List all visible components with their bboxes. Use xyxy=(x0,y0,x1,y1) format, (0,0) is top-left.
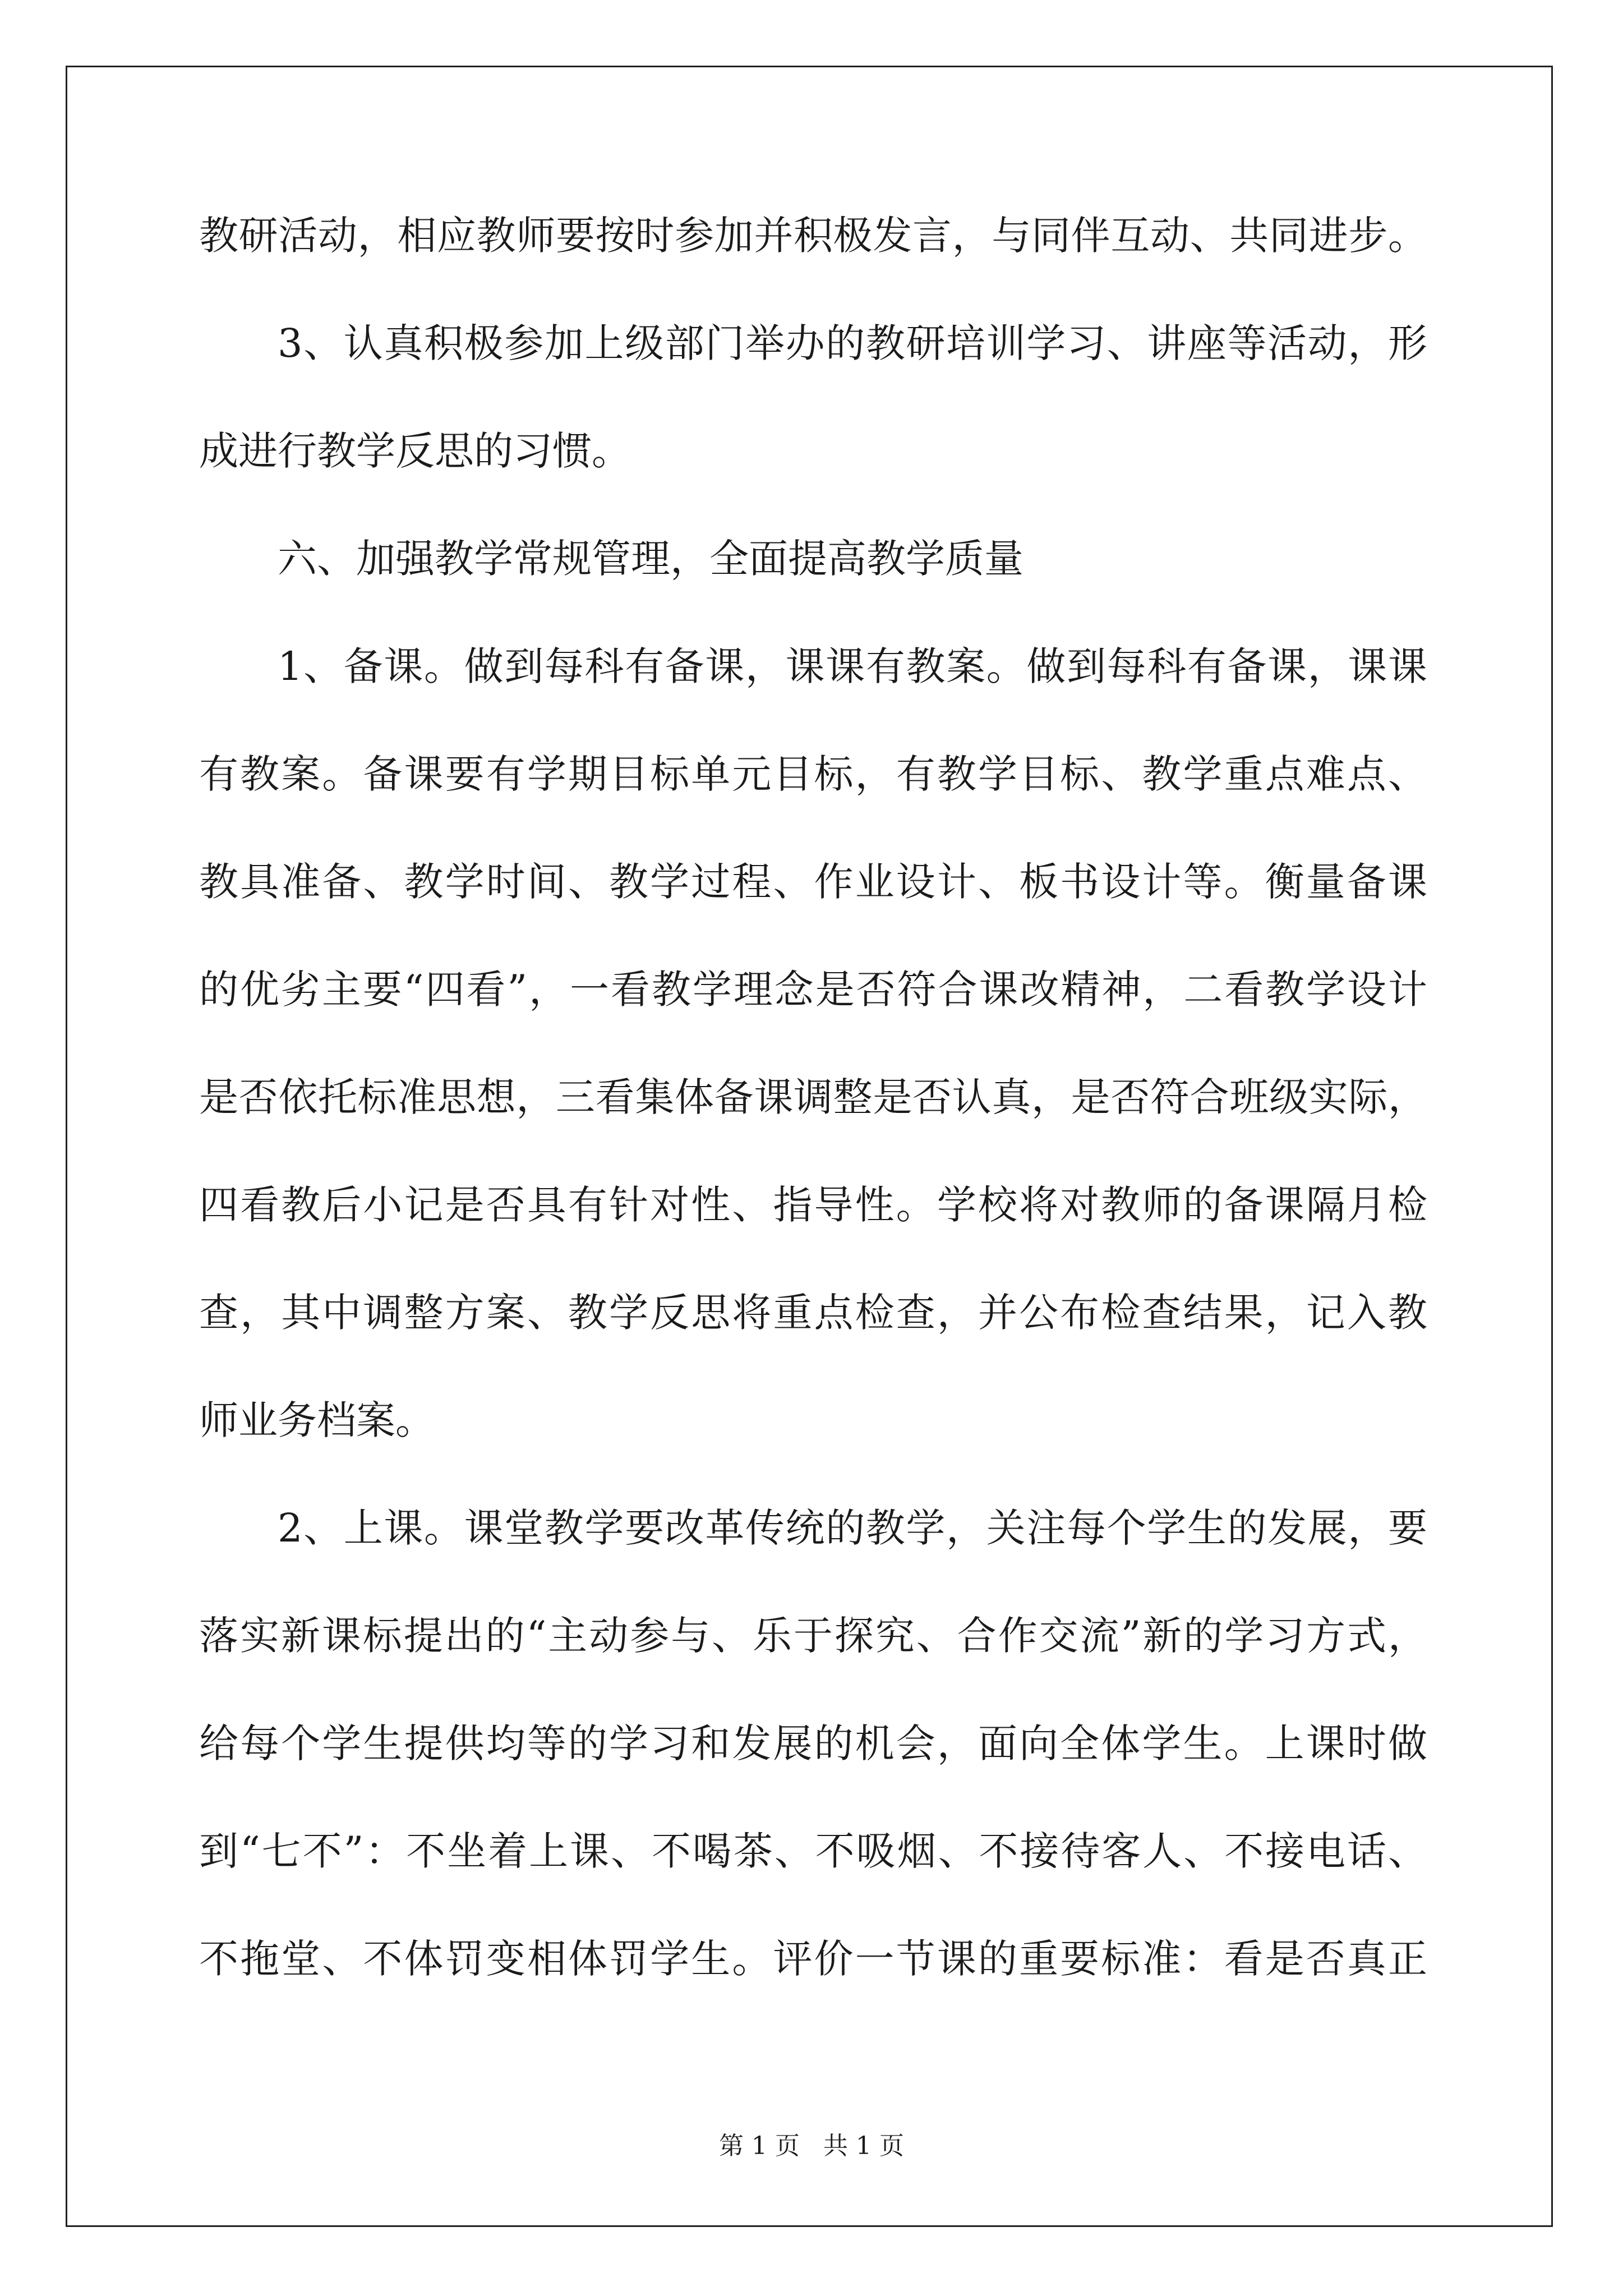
text-line: 到“七不”：不坐着上课、不喝茶、不吸烟、不接待客人、不接电话、 xyxy=(199,1828,1427,1874)
paragraph-start-line: 3、认真积极参加上级部门举办的教研培训学习、讲座等活动，形 xyxy=(278,320,1427,366)
text-line: 落实新课标提出的“主动参与、乐于探究、合作交流”新的学习方式， xyxy=(199,1613,1427,1659)
text-line: 查，其中调整方案、教学反思将重点检查，并公布检查结果，记入教 xyxy=(199,1290,1427,1336)
text-line: 不拖堂、不体罚变相体罚学生。评价一节课的重要标准：看是否真正 xyxy=(199,1936,1427,1982)
paragraph-start-line: 1、备课。做到每科有备课，课课有教案。做到每科有备课，课课 xyxy=(278,643,1427,689)
text-line: 四看教后小记是否具有针对性、指导性。学校将对教师的备课隔月检 xyxy=(199,1182,1427,1228)
text-line: 有教案。备课要有学期目标单元目标，有教学目标、教学重点难点、 xyxy=(199,751,1427,797)
text-line: 教具准备、教学时间、教学过程、作业设计、板书设计等。衡量备课 xyxy=(199,859,1427,905)
text-line: 教研活动，相应教师要按时参加并积极发言，与同伴互动、共同进步。 xyxy=(199,213,1427,259)
text-line: 给每个学生提供均等的学习和发展的机会，面向全体学生。上课时做 xyxy=(199,1720,1427,1766)
text-line: 是否依托标准思想，三看集体备课调整是否认真，是否符合班级实际， xyxy=(199,1074,1427,1120)
paragraph-end-line: 成进行教学反思的习惯。 xyxy=(199,428,631,474)
paragraph-end-line: 师业务档案。 xyxy=(199,1397,435,1443)
text-line: 的优劣主要“四看”，一看教学理念是否符合课改精神，二看教学设计 xyxy=(199,967,1427,1013)
paragraph-start-line: 2、上课。课堂教学要改革传统的教学，关注每个学生的发展，要 xyxy=(278,1505,1427,1551)
section-heading: 六、加强教学常规管理，全面提高教学质量 xyxy=(278,536,1023,582)
page-number-footer: 第 1 页 共 1 页 xyxy=(719,2132,904,2160)
document-body xyxy=(199,213,1427,2044)
